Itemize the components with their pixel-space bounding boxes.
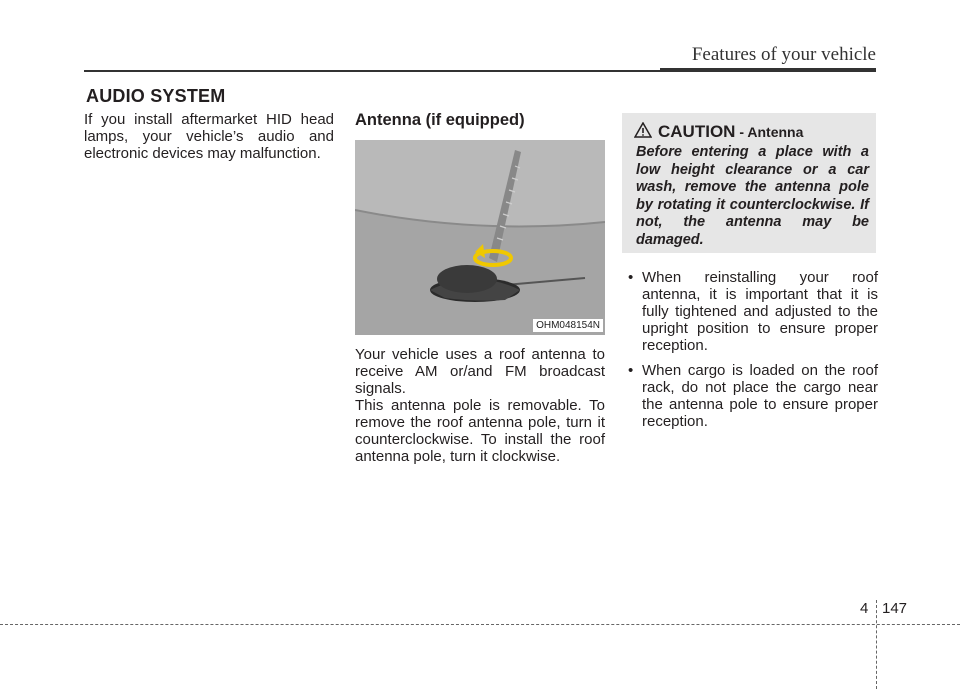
caution-box — [622, 113, 876, 253]
antenna-paragraph-1: Your vehicle uses a roof antenna to receive AM or/and FM broadcast signals. — [355, 346, 605, 397]
running-header: Features of your vehicle — [691, 44, 876, 65]
page-number: 147 — [882, 600, 908, 617]
bullet-text: When reinstalling your roof antenna, it is important that it is fully tightened and adjusted to the upright position to ensure proper reception. — [642, 269, 878, 354]
bullet-list — [622, 269, 878, 438]
footer-divider — [876, 600, 877, 689]
figure-label: OHM048154N — [533, 319, 603, 332]
caution-text: Before entering a place with a low height clearance or a car wash, remove the antenna pole by rotating it counterclockwise. If not, the antenna may be damaged. — [636, 144, 869, 248]
bullet-item: • When cargo is loaded on the roof rack, do not place the cargo near the antenna pole to ensure proper reception. — [628, 362, 878, 430]
antenna-figure — [355, 140, 605, 335]
footer-rule — [0, 624, 960, 625]
bullet-item: • When reinstalling your roof antenna, it is important that it is fully tightened and adjusted to the upright position to ensure proper reception. — [628, 269, 878, 354]
bullet-text: When cargo is loaded on the roof rack, do not place the cargo near the antenna pole to ensure proper reception. — [642, 362, 878, 430]
intro-paragraph: If you install aftermarket HID head lamps, your vehicle’s audio and electronic devices may malfunction. — [84, 111, 334, 162]
header-rule-accent — [660, 68, 876, 72]
antenna-heading: Antenna (if equipped) — [355, 111, 525, 129]
antenna-illustration — [355, 140, 605, 335]
warning-icon — [634, 122, 652, 138]
caution-heading — [634, 122, 803, 142]
caution-subtitle: - Antenna — [735, 124, 804, 140]
caution-title: CAUTION — [658, 122, 736, 141]
section-title: AUDIO SYSTEM — [86, 86, 226, 106]
antenna-paragraph-2: This antenna pole is removable. To remove the roof antenna pole, turn it counterclockwise. To install the roof antenna pole, turn it clockwise. — [355, 397, 605, 465]
chapter-number: 4 — [860, 600, 869, 617]
